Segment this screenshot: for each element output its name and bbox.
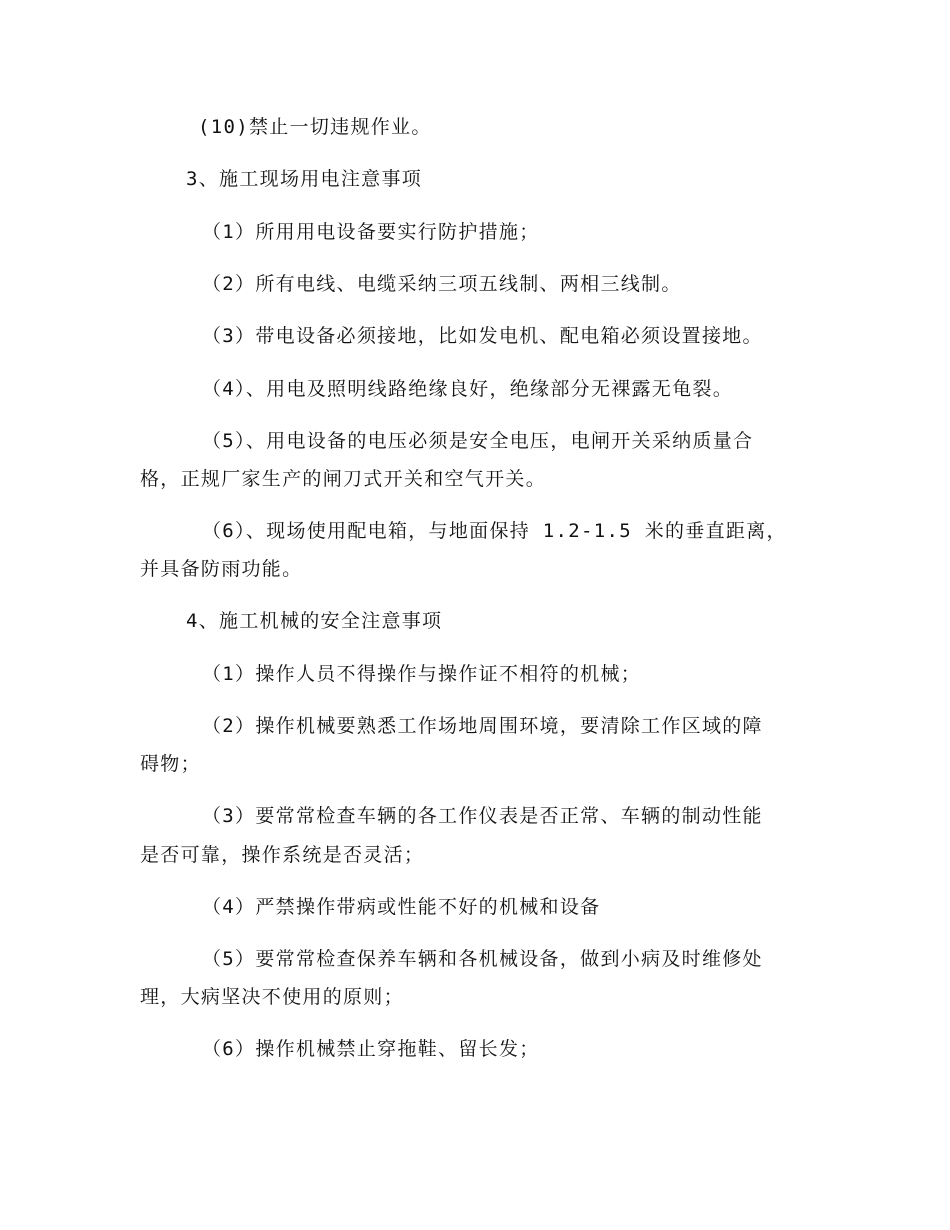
section-4-item-3-line-2: 是否可靠，操作系统是否灵活； [140,844,425,866]
section-3-item-1: （1）所用用电设备要实行防护措施； [202,221,540,243]
section-3-item-3: （3）带电设备必须接地，比如发电机、配电箱必须设置接地。 [202,325,763,347]
section-4-item-5-line-1: （5）要常常检查保养车辆和各机械设备，做到小病及时维修处 [202,948,763,970]
section-4-item-2-line-1: （2）操作机械要熟悉工作场地周围环境，要清除工作区域的障 [202,715,763,737]
section-3-item-5-line-1: （5）、用电设备的电压必须是安全电压，电闸开关采纳质量合 [202,430,754,452]
section-3-item-6-line-1: （6）、现场使用配电箱，与地面保持 1.2-1.5 米的垂直距离， [202,520,787,542]
section-3-item-5-line-2: 格，正规厂家生产的闸刀式开关和空气开关。 [140,468,547,490]
section-4-item-2-line-2: 碍物； [140,753,201,775]
section-4-heading: 4、施工机械的安全注意事项 [186,610,443,632]
section-3-item-4: （4）、用电及照明线路绝缘良好，绝缘部分无裸露无龟裂。 [202,378,734,400]
section-3-heading: 3、施工现场用电注意事项 [186,168,423,190]
section-3-item-2: （2）所有电线、电缆采纳三项五线制、两相三线制。 [202,273,682,295]
section-4-item-4: （4）严禁操作带病或性能不好的机械和设备 [202,896,601,918]
section-4-item-5-line-2: 理，大病坚决不使用的原则； [140,986,404,1008]
section-4-item-6: （6）操作机械禁止穿拖鞋、留长发； [202,1038,540,1060]
section-4-item-1: （1）操作人员不得操作与操作证不相符的机械； [202,663,642,685]
section-4-item-3-line-1: （3）要常常检查车辆的各工作仪表是否正常、车辆的制动性能 [202,805,763,827]
section-3-item-6-line-2: 并具备防雨功能。 [140,558,303,580]
item-10-prohibit-violations: (10)禁止一切违规作业。 [198,116,432,138]
